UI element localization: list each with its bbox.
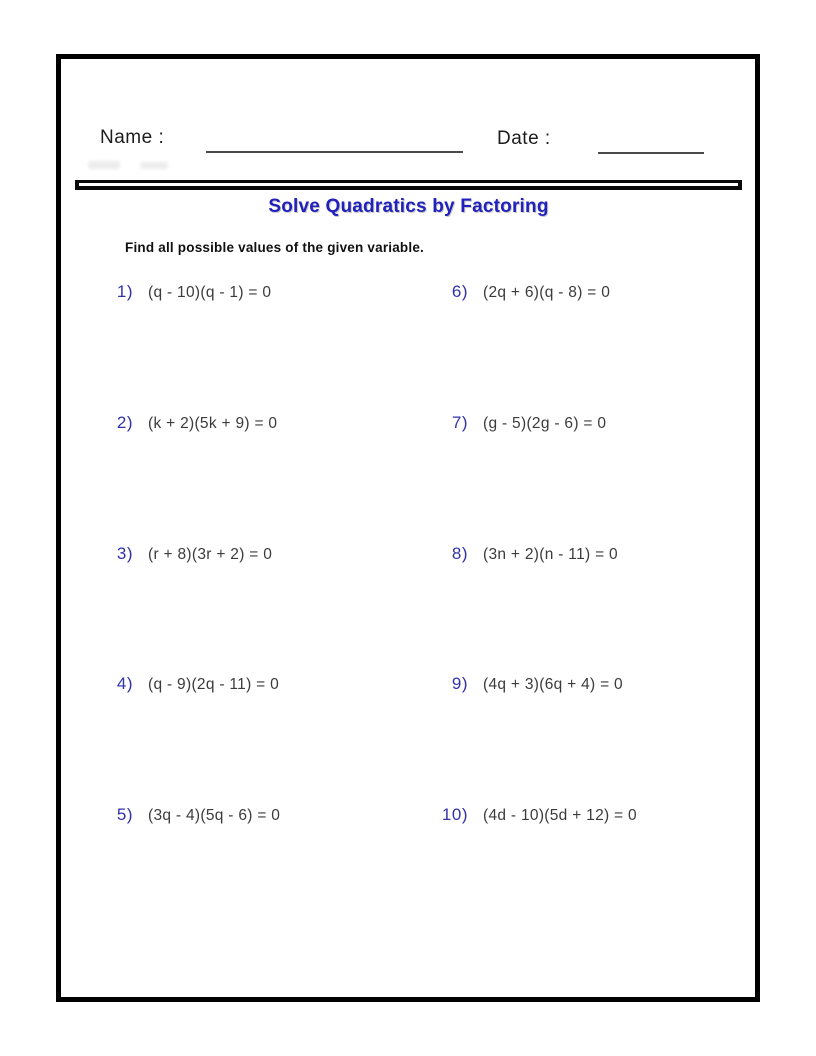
problem-number: 6)	[451, 282, 468, 301]
problem-row	[432, 805, 637, 936]
faded-print-artifact	[140, 162, 168, 169]
problem-row	[432, 674, 637, 805]
problem-row	[432, 413, 637, 544]
problem-row	[432, 544, 637, 675]
problems-column-right	[432, 282, 637, 936]
name-label: Name :	[100, 127, 165, 148]
problem-equation: (4d - 10)(5d + 12) = 0	[483, 807, 637, 824]
faded-print-artifact	[88, 161, 120, 169]
problem-number: 9)	[451, 674, 468, 694]
problem-equation: (3q - 4)(5q - 6) = 0	[148, 807, 281, 824]
problem-row	[97, 413, 280, 544]
problem-equation: (g - 5)(2g - 6) = 0	[483, 414, 607, 432]
problem-number: 10)	[441, 805, 468, 824]
problem-equation: (k + 2)(5k + 9) = 0	[148, 414, 278, 432]
header-divider-rule	[75, 180, 742, 190]
name-blank-line	[206, 131, 463, 153]
problem-number: 8)	[451, 543, 468, 563]
problem-equation: (2q + 6)(q - 8) = 0	[483, 284, 611, 301]
problem-row	[432, 282, 637, 413]
instruction-text: Find all possible values of the given variable.	[125, 240, 424, 255]
problem-row	[97, 544, 280, 675]
problem-number: 2)	[116, 412, 133, 432]
problem-equation: (r + 8)(3r + 2) = 0	[148, 545, 273, 563]
problems-column-left	[97, 282, 280, 936]
problem-equation: (q - 9)(2q - 11) = 0	[148, 676, 280, 694]
problem-number: 7)	[451, 412, 468, 432]
problem-equation: (4q + 3)(6q + 4) = 0	[483, 676, 623, 694]
problem-number: 5)	[116, 805, 133, 824]
problem-equation: (3n + 2)(n - 11) = 0	[483, 545, 618, 563]
problem-number: 3)	[116, 543, 133, 563]
problem-row	[97, 674, 280, 805]
problem-row	[97, 805, 280, 936]
date-label: Date :	[497, 128, 551, 149]
problem-equation: (q - 10)(q - 1) = 0	[148, 284, 272, 301]
problem-number: 1)	[116, 282, 133, 301]
problem-row	[97, 282, 280, 413]
problem-number: 4)	[116, 674, 133, 694]
date-blank-line	[598, 132, 704, 154]
worksheet-title: Solve Quadratics by Factoring	[268, 196, 549, 217]
